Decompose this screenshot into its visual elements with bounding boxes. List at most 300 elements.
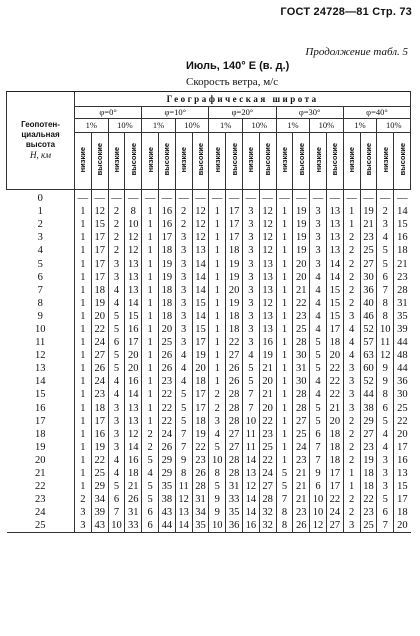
height-cell: 1 [37, 206, 43, 218]
value-cell: 1 [209, 284, 226, 297]
value-cell: 12 [377, 349, 394, 362]
value-cell: 44 [394, 336, 411, 349]
value-cell: 27 [91, 349, 108, 362]
value-cell: 3 [175, 323, 192, 336]
value-cell: 1 [209, 257, 226, 270]
height-cell: 7 [37, 284, 43, 296]
value-cell: 5 [108, 362, 125, 375]
value-cell: 17 [226, 205, 243, 218]
value-cell: 13 [125, 415, 142, 428]
value-cell: 3 [377, 454, 394, 467]
value-cell: — [276, 190, 293, 206]
height-cell: 3 [37, 232, 43, 244]
value-cell: 1 [75, 454, 92, 467]
value-cell: 3 [377, 218, 394, 231]
value-cell: 1 [209, 336, 226, 349]
value-cell: 1 [142, 271, 159, 284]
value-cell: 3 [242, 271, 259, 284]
value-cell: 14 [192, 271, 209, 284]
value-cell: 21 [326, 402, 343, 415]
value-cell: 1 [75, 375, 92, 388]
value-cell: 14 [125, 441, 142, 454]
value-cell: 19 [226, 271, 243, 284]
value-cell: 10 [310, 493, 327, 506]
value-cell: 3 [343, 362, 360, 375]
value-cell: 19 [158, 257, 175, 270]
value-cell: 15 [394, 480, 411, 493]
value-cell: 28 [226, 415, 243, 428]
table-row [7, 231, 411, 244]
value-cell: 2 [142, 441, 159, 454]
value-cell: 5 [377, 257, 394, 270]
value-cell: 1 [276, 402, 293, 415]
value-cell: — [226, 190, 243, 206]
value-cell: 5 [108, 310, 125, 323]
value-cell: 28 [394, 284, 411, 297]
value-cell: 15 [125, 310, 142, 323]
value-cell: 19 [91, 441, 108, 454]
value-cell: 27 [360, 428, 377, 441]
value-cell: 1 [209, 205, 226, 218]
value-cell: 4 [377, 441, 394, 454]
value-cell: 5 [377, 244, 394, 257]
value-cell: 10 [242, 415, 259, 428]
phi-header: φ=30° [276, 107, 343, 119]
percentile-header: 10% [310, 119, 344, 133]
value-cell: 2 [108, 244, 125, 257]
value-cell: — [310, 190, 327, 206]
value-cell: 1 [75, 362, 92, 375]
value-cell: 22 [394, 415, 411, 428]
value-cell: 3 [242, 297, 259, 310]
value-cell: 4 [209, 428, 226, 441]
value-cell: — [394, 190, 411, 206]
value-cell: 44 [394, 362, 411, 375]
height-cell: 20 [35, 454, 46, 466]
value-cell: 12 [259, 231, 276, 244]
table-row [7, 454, 411, 467]
value-cell: 26 [158, 362, 175, 375]
value-cell: 25 [259, 441, 276, 454]
value-cell: 3 [242, 323, 259, 336]
value-cell: 17 [158, 231, 175, 244]
value-cell: 5 [175, 402, 192, 415]
value-cell: 3 [108, 415, 125, 428]
percentile-header: 1% [75, 119, 109, 133]
value-cell: 17 [192, 402, 209, 415]
value-cell: 9 [310, 467, 327, 480]
bound-header: высокие [360, 133, 377, 190]
table-row [7, 310, 411, 323]
value-cell: 17 [394, 441, 411, 454]
height-cell: 11 [35, 337, 46, 349]
value-cell: 3 [108, 402, 125, 415]
value-cell: 1 [75, 402, 92, 415]
value-cell: 32 [259, 506, 276, 519]
value-cell: 6 [377, 506, 394, 519]
value-cell: 12 [91, 205, 108, 218]
value-cell: 25 [293, 428, 310, 441]
value-cell: 27 [226, 349, 243, 362]
value-cell: 34 [192, 506, 209, 519]
value-cell: 14 [125, 297, 142, 310]
value-cell: 28 [259, 493, 276, 506]
value-cell: 19 [226, 257, 243, 270]
value-cell: — [91, 190, 108, 206]
table-month-caption: Июль, 140° Е (в. д.) [186, 60, 290, 72]
value-cell: 9 [209, 506, 226, 519]
value-cell: 17 [394, 493, 411, 506]
table-row [7, 297, 411, 310]
value-cell: 12 [242, 480, 259, 493]
value-cell: 1 [75, 323, 92, 336]
value-cell: 13 [125, 284, 142, 297]
value-cell: 16 [91, 428, 108, 441]
value-cell: 3 [242, 205, 259, 218]
value-cell: 18 [360, 480, 377, 493]
value-cell: — [259, 190, 276, 206]
value-cell: 1 [276, 454, 293, 467]
value-cell: 7 [377, 519, 394, 533]
table-row [7, 362, 411, 375]
bound-header: высокие [192, 133, 209, 190]
value-cell: 5 [377, 493, 394, 506]
value-cell: 60 [360, 362, 377, 375]
value-cell: 3 [175, 297, 192, 310]
value-cell: 2 [343, 506, 360, 519]
value-cell: 23 [293, 310, 310, 323]
value-cell: 18 [394, 244, 411, 257]
value-cell: 5 [209, 441, 226, 454]
value-cell: 2 [75, 493, 92, 506]
value-cell: 14 [192, 257, 209, 270]
value-cell: 1 [209, 349, 226, 362]
value-cell: 18 [326, 336, 343, 349]
height-cell: 9 [37, 310, 43, 322]
value-cell: 4 [175, 349, 192, 362]
height-cell: 15 [35, 389, 46, 401]
value-cell: 13 [242, 467, 259, 480]
table-row [7, 244, 411, 257]
value-cell: 1 [142, 323, 159, 336]
value-cell: 1 [276, 375, 293, 388]
value-cell: 14 [242, 506, 259, 519]
value-cell: 4 [310, 310, 327, 323]
value-cell: 25 [158, 336, 175, 349]
value-cell: 9 [209, 493, 226, 506]
bound-header: низкие [276, 133, 293, 190]
value-cell: 11 [377, 336, 394, 349]
value-cell: 63 [360, 349, 377, 362]
table-row [7, 257, 411, 270]
value-cell: 21 [259, 362, 276, 375]
value-cell: 48 [394, 349, 411, 362]
value-cell: 19 [360, 205, 377, 218]
value-cell: 14 [394, 205, 411, 218]
value-cell: 2 [175, 205, 192, 218]
value-cell: 1 [209, 231, 226, 244]
value-cell: 6 [377, 402, 394, 415]
table-row [7, 493, 411, 506]
value-cell: — [326, 190, 343, 206]
bound-header: низкие [75, 133, 92, 190]
value-cell: 16 [125, 375, 142, 388]
value-cell: 31 [192, 493, 209, 506]
value-cell: 17 [192, 388, 209, 401]
value-cell: 26 [125, 493, 142, 506]
value-cell: 20 [293, 257, 310, 270]
value-cell: 1 [75, 480, 92, 493]
value-cell: 23 [158, 375, 175, 388]
value-cell: 27 [226, 441, 243, 454]
value-cell: 28 [226, 467, 243, 480]
value-cell: 3 [310, 257, 327, 270]
value-cell: 14 [326, 271, 343, 284]
value-cell: 46 [360, 310, 377, 323]
value-cell: 20 [192, 362, 209, 375]
value-cell: 3 [310, 244, 327, 257]
value-cell: 3 [242, 231, 259, 244]
value-cell: 3 [175, 271, 192, 284]
value-cell: 7 [242, 402, 259, 415]
value-cell: 7 [276, 493, 293, 506]
value-cell: 12 [175, 493, 192, 506]
phi-header: φ=40° [343, 107, 410, 119]
value-cell: 5 [142, 454, 159, 467]
value-cell: 19 [360, 454, 377, 467]
value-cell: 1 [75, 271, 92, 284]
value-cell: 18 [394, 506, 411, 519]
value-cell: 20 [326, 349, 343, 362]
value-cell: 20 [259, 402, 276, 415]
value-cell: 5 [310, 349, 327, 362]
value-cell: 1 [75, 205, 92, 218]
value-cell: 3 [343, 375, 360, 388]
value-cell: 18 [360, 467, 377, 480]
percentile-header: 10% [108, 119, 142, 133]
value-cell: 7 [175, 441, 192, 454]
value-cell: 23 [91, 388, 108, 401]
value-cell: 5 [242, 375, 259, 388]
value-cell: 3 [343, 402, 360, 415]
value-cell: 15 [394, 218, 411, 231]
value-cell: 2 [377, 205, 394, 218]
value-cell: 2 [343, 244, 360, 257]
value-cell: 2 [343, 297, 360, 310]
value-cell: 20 [394, 428, 411, 441]
value-cell: 27 [293, 415, 310, 428]
height-cell: 13 [35, 363, 46, 375]
value-cell: 15 [326, 297, 343, 310]
value-cell: 21 [360, 218, 377, 231]
value-cell: 1 [276, 231, 293, 244]
value-cell: 21 [293, 467, 310, 480]
value-cell: 17 [91, 271, 108, 284]
value-cell: 10 [108, 519, 125, 533]
value-cell: 5 [310, 402, 327, 415]
value-cell: 1 [209, 323, 226, 336]
value-cell: 17 [91, 231, 108, 244]
value-cell: 1 [142, 205, 159, 218]
value-cell: 7 [242, 388, 259, 401]
value-cell: 1 [276, 257, 293, 270]
value-cell: — [158, 190, 175, 206]
percentile-header: 10% [242, 119, 276, 133]
value-cell: 4 [310, 375, 327, 388]
value-cell: 3 [343, 388, 360, 401]
value-cell: 1 [276, 284, 293, 297]
value-cell: 28 [192, 480, 209, 493]
value-cell: 17 [192, 336, 209, 349]
height-cell: 12 [35, 350, 46, 362]
value-cell: 12 [259, 297, 276, 310]
value-cell: 2 [142, 428, 159, 441]
value-cell: 3 [108, 257, 125, 270]
value-cell: — [192, 190, 209, 206]
height-column-header [7, 92, 75, 190]
height-cell: 21 [35, 468, 46, 480]
height-cell: 23 [35, 494, 46, 506]
value-cell: — [142, 190, 159, 206]
value-cell: 17 [326, 480, 343, 493]
value-cell: 22 [259, 454, 276, 467]
value-cell: 21 [293, 284, 310, 297]
value-cell: 5 [175, 388, 192, 401]
value-cell: 17 [91, 244, 108, 257]
value-cell: 31 [394, 297, 411, 310]
value-cell: 4 [310, 297, 327, 310]
value-cell: 5 [310, 415, 327, 428]
value-cell: 18 [326, 454, 343, 467]
value-cell: 6 [108, 336, 125, 349]
value-cell: 20 [125, 362, 142, 375]
value-cell: 18 [226, 310, 243, 323]
value-cell: 43 [158, 506, 175, 519]
value-cell: 3 [108, 428, 125, 441]
value-cell: 12 [192, 205, 209, 218]
value-cell: 25 [293, 323, 310, 336]
value-cell: 31 [293, 362, 310, 375]
value-cell: 18 [125, 467, 142, 480]
table-row [7, 190, 411, 206]
value-cell: 3 [209, 415, 226, 428]
value-cell: 3 [75, 519, 92, 533]
value-cell: 29 [91, 480, 108, 493]
value-cell: 20 [394, 519, 411, 533]
value-cell: 6 [310, 480, 327, 493]
value-cell: 1 [209, 297, 226, 310]
value-cell: 1 [75, 349, 92, 362]
value-cell: 12 [125, 231, 142, 244]
value-cell: 2 [175, 218, 192, 231]
value-cell: 3 [343, 519, 360, 533]
value-cell: 23 [259, 428, 276, 441]
value-cell: 1 [142, 362, 159, 375]
latitude-group-header: Географическая широта [75, 92, 411, 107]
value-cell: 16 [158, 218, 175, 231]
value-cell: 17 [226, 218, 243, 231]
value-cell: 5 [242, 362, 259, 375]
value-cell: 18 [326, 441, 343, 454]
value-cell: 30 [293, 375, 310, 388]
value-cell: 13 [259, 271, 276, 284]
value-cell: 1 [343, 480, 360, 493]
value-cell: 1 [142, 388, 159, 401]
value-cell: 13 [326, 231, 343, 244]
percentile-header: 1% [276, 119, 310, 133]
value-cell: 18 [158, 284, 175, 297]
value-cell: 13 [125, 402, 142, 415]
table-row [7, 218, 411, 231]
value-cell: 1 [276, 244, 293, 257]
table-row [7, 284, 411, 297]
value-cell: 22 [158, 415, 175, 428]
value-cell: — [293, 190, 310, 206]
value-cell: 15 [192, 297, 209, 310]
value-cell: 16 [125, 454, 142, 467]
value-cell: 44 [158, 519, 175, 533]
value-cell: 35 [158, 480, 175, 493]
value-cell: 36 [360, 284, 377, 297]
value-cell: 5 [209, 480, 226, 493]
value-cell: 2 [343, 257, 360, 270]
value-cell: 3 [175, 310, 192, 323]
value-cell: 23 [293, 454, 310, 467]
value-cell: 21 [293, 480, 310, 493]
bound-header: низкие [242, 133, 259, 190]
value-cell: 4 [175, 362, 192, 375]
value-cell: 13 [125, 257, 142, 270]
value-cell: 3 [310, 218, 327, 231]
value-cell: 13 [394, 467, 411, 480]
value-cell: 4 [175, 375, 192, 388]
value-cell: 3 [75, 506, 92, 519]
value-cell: 28 [226, 402, 243, 415]
value-cell: — [108, 190, 125, 206]
value-cell: 1 [142, 218, 159, 231]
value-cell: 24 [158, 428, 175, 441]
value-cell: — [360, 190, 377, 206]
value-cell: 31 [125, 506, 142, 519]
height-col-title-1: Геопотен- [21, 120, 60, 129]
value-cell: 2 [343, 271, 360, 284]
value-cell: 13 [259, 310, 276, 323]
value-cell: 23 [360, 231, 377, 244]
height-cell: 0 [37, 193, 43, 205]
value-cell: 18 [158, 297, 175, 310]
value-cell: 3 [108, 441, 125, 454]
value-cell: 1 [142, 244, 159, 257]
value-cell: 29 [158, 454, 175, 467]
value-cell: 13 [259, 323, 276, 336]
phi-header: φ=10° [142, 107, 209, 119]
value-cell: — [377, 190, 394, 206]
value-cell: 5 [310, 362, 327, 375]
value-cell: 23 [293, 506, 310, 519]
value-cell: 26 [158, 441, 175, 454]
height-cell: 18 [35, 428, 46, 440]
value-cell: 5 [108, 480, 125, 493]
value-cell: 12 [259, 218, 276, 231]
value-cell: 4 [377, 428, 394, 441]
value-cell: 2 [209, 388, 226, 401]
value-cell: 2 [343, 441, 360, 454]
value-cell: 1 [75, 284, 92, 297]
value-cell: 3 [242, 244, 259, 257]
percentile-header: 10% [377, 119, 411, 133]
table-continuation: Продолжение табл. 5 [305, 46, 408, 58]
table-row [7, 480, 411, 493]
